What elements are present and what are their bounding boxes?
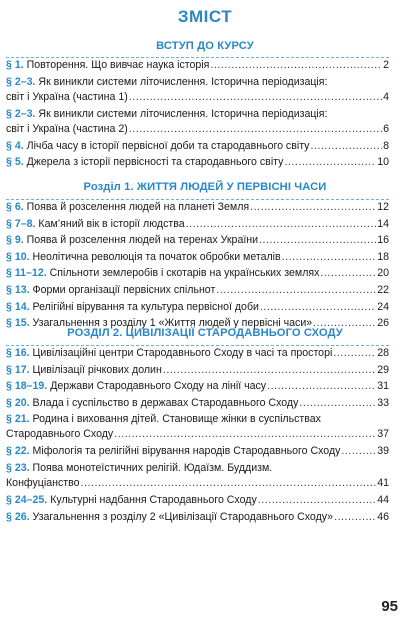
section-number: § 2–3. [6, 75, 36, 88]
toc-entry-text [6, 233, 258, 248]
dot-leader [163, 363, 376, 378]
page-ref: 39 [377, 445, 389, 458]
section-number: § 9. [6, 234, 24, 247]
toc-entry-title: Неолітична революція та початок обробки металів [32, 250, 281, 263]
dot-leader [267, 379, 376, 394]
section-number: § 13. [6, 284, 30, 296]
toc-entry-title: Міфологія та релігійні вірування народів Стародавнього Сходу [32, 445, 341, 458]
dot-leader [282, 250, 377, 265]
page-ref: 10 [377, 156, 389, 169]
section-number: § 15. [6, 317, 30, 330]
toc-entry-text [6, 379, 266, 394]
toc-entry-text [6, 200, 249, 215]
section-number: § 2–3. [6, 107, 36, 120]
section-heading [0, 327, 410, 339]
page-number: 95 [381, 598, 398, 615]
toc-entry-title: Повторення. Що вивчає наука історія [26, 59, 210, 71]
page-ref: 12 [377, 201, 389, 213]
page-ref: 8 [383, 139, 389, 152]
toc-entry-text [6, 122, 128, 137]
section-number: § 5. [6, 156, 24, 169]
page-ref: 31 [377, 380, 389, 393]
toc-entry-text [6, 250, 281, 265]
toc-entry-title: світ і Україна (частина 2) [6, 122, 128, 135]
page-ref: 16 [377, 234, 389, 247]
section-number: § 11–12. [6, 267, 47, 280]
page-ref: 18 [377, 250, 389, 263]
toc-entry-text [6, 90, 128, 105]
section-number: § 23. [6, 462, 30, 474]
page-ref: 44 [377, 494, 389, 506]
section-heading-title: ЖИТТЯ ЛЮДЕЙ У ПЕРВІСНІ ЧАСИ [136, 181, 327, 193]
dot-leader [114, 427, 376, 442]
toc-entry-text [6, 266, 319, 281]
section-heading-prefix: Розділ 1. [83, 181, 134, 193]
page-ref: 29 [377, 363, 389, 376]
page-ref: 41 [377, 477, 389, 489]
dot-leader [310, 139, 382, 154]
section-number: § 6. [6, 201, 24, 213]
toc-entry[interactable] [6, 300, 389, 315]
page-ref: 28 [377, 347, 389, 359]
section-number: § 1. [6, 59, 24, 71]
dot-leader [333, 346, 376, 361]
toc-entry[interactable] [6, 444, 389, 459]
toc-entry-text [6, 510, 333, 525]
toc-entry-text [6, 412, 321, 427]
dot-leader [334, 510, 376, 525]
toc-entry[interactable] [6, 75, 389, 105]
page-ref: 33 [377, 396, 389, 409]
section-number: § 4. [6, 139, 24, 152]
toc-entry-title: Поява монотеїстичних релігій. Юдаїзм. Буддизм. [32, 462, 273, 474]
toc-entry-title: Родина і виховання дітей. Становище жінки в суспільствах [32, 413, 321, 426]
toc-entry-title: Влада і суспільство в державах Стародавнього Сходу [32, 396, 299, 409]
toc-entry[interactable] [6, 493, 389, 508]
toc-entry-text [6, 493, 257, 508]
toc-entry[interactable] [6, 461, 389, 491]
toc-entry[interactable] [6, 346, 389, 361]
toc-entry-text [6, 427, 113, 442]
toc-entry-text [6, 139, 309, 154]
toc-entry-title: світ і Україна (частина 1) [6, 90, 128, 103]
toc-entry[interactable] [6, 363, 389, 378]
toc-entry[interactable] [6, 283, 389, 298]
dot-leader [186, 217, 377, 232]
section-number: § 14. [6, 300, 30, 313]
section-heading-title: ЦИВІЛІЗАЦІЇ СТАРОДАВНЬОГО СХОДУ [125, 327, 343, 339]
toc-entry-title: Лічба часу в історії первісної доби та стародавнього світу [26, 139, 310, 152]
toc-entry-text [6, 155, 283, 170]
toc-entry-title: Джерела з історії первісності та стародавнього світу [26, 156, 284, 169]
toc-entry-title: Релігійні вірування та культура первісної доби [32, 300, 259, 313]
page-title: ЗМІСТ [177, 7, 233, 26]
page-ref: 22 [377, 284, 389, 296]
toc-entry-title: Стародавнього Сходу [6, 428, 114, 441]
toc-entry-text [6, 476, 80, 491]
dot-leader [129, 122, 382, 137]
toc-entry-title: Узагальнення з розділу 1 «Життя людей у первісні часи» [32, 317, 313, 330]
toc-entry-text [6, 283, 215, 298]
toc-entry-text [6, 217, 185, 232]
toc-entry[interactable] [6, 107, 389, 137]
toc-entry[interactable] [6, 396, 389, 411]
page-ref: 4 [383, 90, 389, 103]
dot-leader [259, 233, 376, 248]
page-ref: 14 [377, 217, 389, 230]
toc-entry-text [6, 75, 327, 90]
toc-entry[interactable] [6, 250, 389, 265]
section-number: § 21. [6, 413, 30, 426]
section-heading [0, 181, 410, 193]
toc-entry-title: Конфуціанство [6, 477, 80, 489]
section-heading: ВСТУП ДО КУРСУ [156, 40, 254, 52]
toc-entry-text [6, 444, 340, 459]
section-number: § 18–19. [6, 380, 48, 393]
toc-entry-title: Поява й розселення людей на теренах України [26, 234, 259, 247]
section-number: § 20. [6, 396, 30, 409]
dot-leader [258, 493, 376, 508]
page-ref: 2 [383, 59, 389, 71]
section-number: § 22. [6, 445, 30, 458]
dot-leader [284, 155, 376, 170]
toc-entry-title: Культурні надбання Стародавнього Сходу [50, 494, 257, 506]
page-ref: 37 [377, 428, 389, 441]
page-ref: 24 [377, 300, 389, 313]
toc-entry[interactable] [6, 139, 389, 154]
toc-entry-text [6, 396, 298, 411]
toc-entry[interactable] [6, 412, 389, 442]
toc-entry-text [6, 363, 162, 378]
dot-leader [260, 300, 376, 315]
toc-entry-title: Узагальнення з розділу 2 «Цивілізації Стародавнього Сходу» [32, 510, 334, 523]
dot-leader [129, 90, 382, 105]
toc-entry-title: Цивілізації річкових долин [32, 363, 162, 376]
toc-entry-title: Як виникли системи літочислення. Історична періодизація: [38, 107, 328, 120]
toc-entry-title: Кам’яний вік в історії людства [38, 217, 185, 230]
toc-entry[interactable] [6, 58, 389, 73]
toc-entry-title: Держави Стародавнього Сходу на лінії часу [50, 380, 267, 393]
page-ref: 20 [377, 267, 389, 280]
section-heading-prefix: РОЗДІЛ 2. [67, 327, 123, 339]
page-ref: 46 [377, 510, 389, 523]
dot-leader [320, 266, 376, 281]
dot-leader [341, 444, 376, 459]
dot-leader [299, 396, 376, 411]
toc-entry-text [6, 300, 259, 315]
toc-entry-text [6, 346, 332, 361]
dot-leader [250, 200, 376, 215]
toc-entry-title: Поява й розселення людей на планеті Земля [26, 201, 250, 213]
toc-entry-title: Цивілізаційні центри Стародавнього Сходу в часі та просторі [32, 347, 333, 359]
toc-entry[interactable] [6, 233, 389, 248]
section-number: § 7–8. [6, 217, 36, 230]
toc-entry[interactable] [6, 266, 389, 281]
dot-leader [210, 58, 382, 73]
toc-entry[interactable] [6, 217, 389, 232]
toc-entry-title: Спільноти землеробів і скотарів на українських землях [49, 267, 320, 280]
section-number: § 10. [6, 250, 30, 263]
page-ref: 26 [377, 317, 389, 330]
toc-entry[interactable] [6, 510, 389, 525]
toc-entry[interactable] [6, 379, 389, 394]
dot-leader [216, 283, 376, 298]
dot-leader [81, 476, 377, 491]
page-ref: 6 [383, 122, 389, 135]
section-number: § 24–25. [6, 494, 48, 506]
toc-entry-text [6, 58, 209, 73]
toc-entry-text [6, 107, 327, 122]
section-number: § 16. [6, 347, 30, 359]
toc-entry-title: Як виникли системи літочислення. Історична періодизація: [38, 75, 328, 88]
toc-entry[interactable] [6, 155, 389, 170]
section-number: § 17. [6, 363, 30, 376]
toc-entry-title: Форми організації первісних спільнот [32, 284, 216, 296]
toc-entry-text [6, 461, 272, 476]
section-number: § 26. [6, 510, 30, 523]
toc-entry[interactable] [6, 200, 389, 215]
